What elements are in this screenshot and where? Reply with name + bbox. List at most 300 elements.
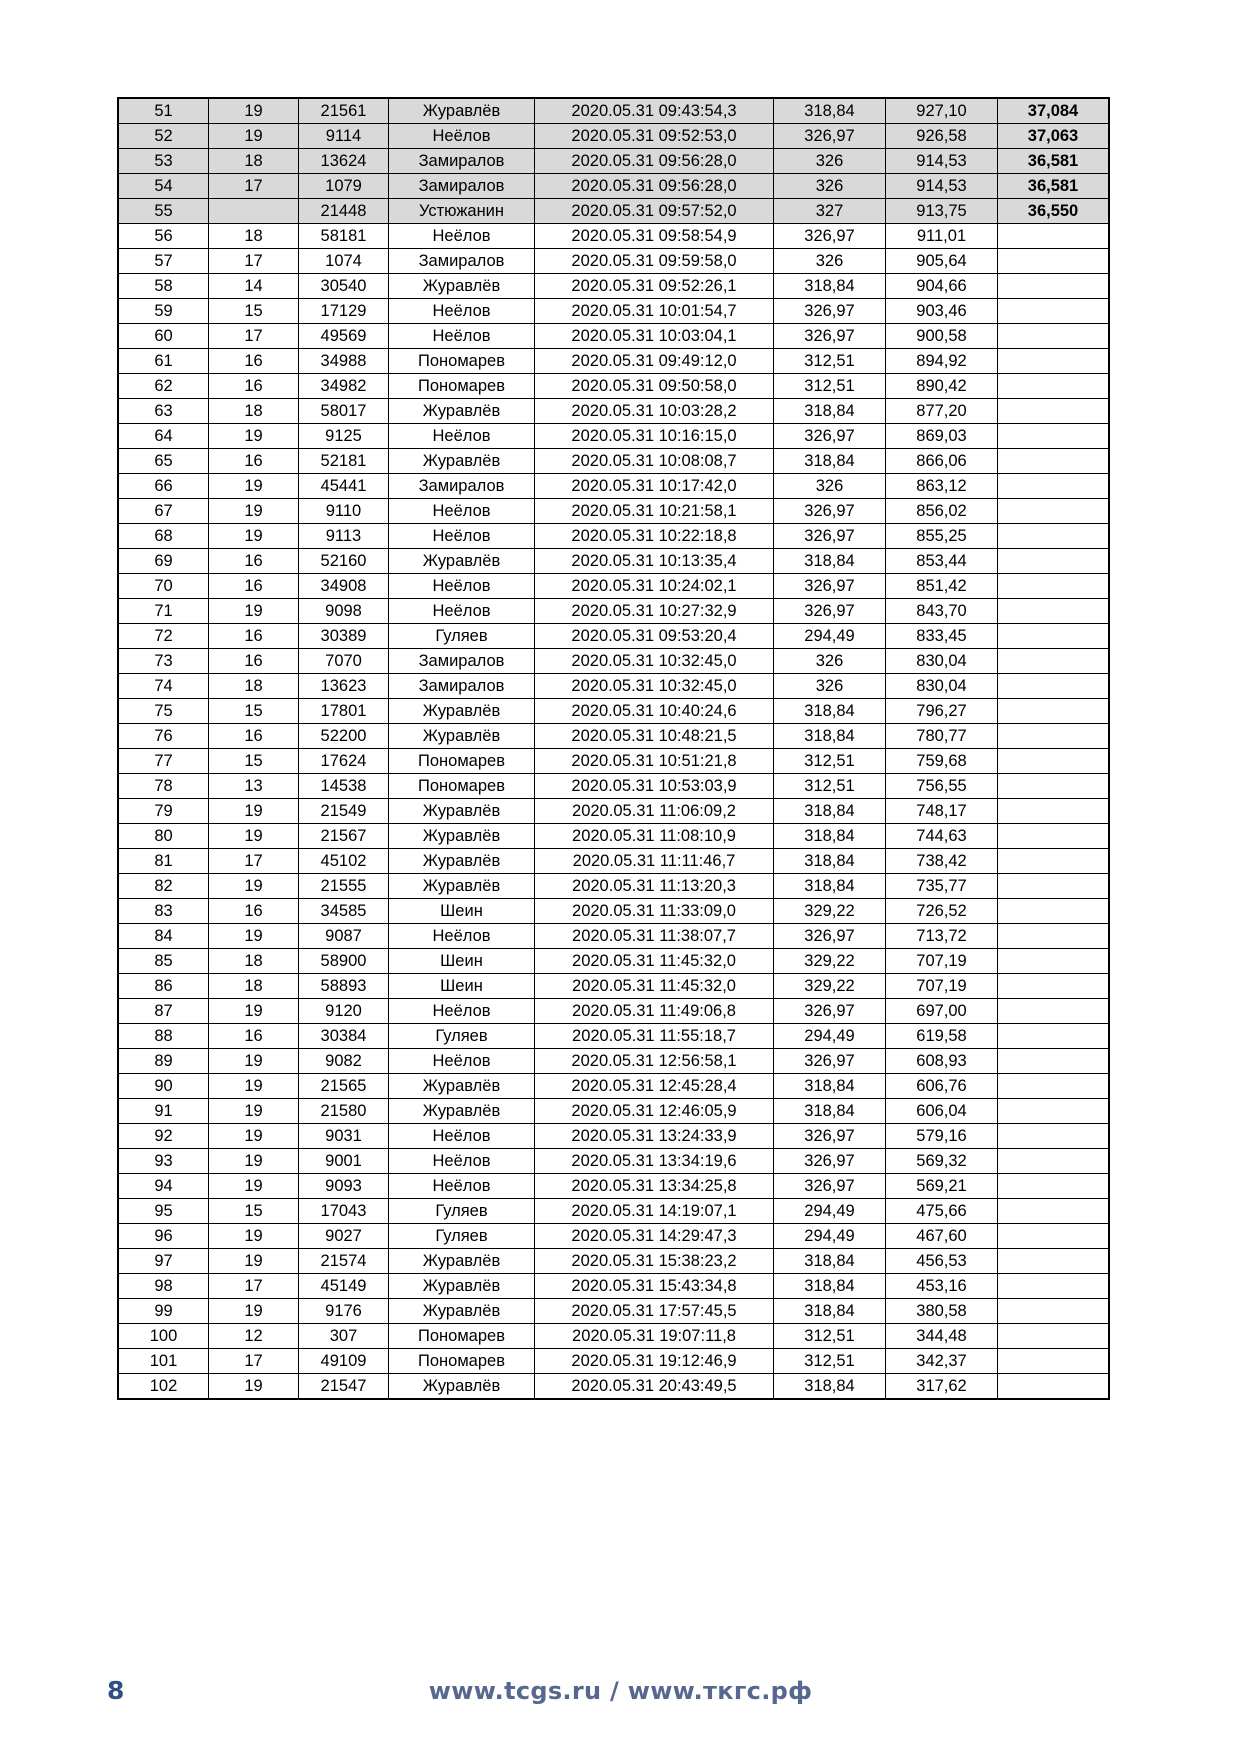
cell-coef [998, 1324, 1110, 1349]
cell-col2: 19 [209, 98, 299, 124]
table-row [118, 849, 1109, 874]
cell-fancier: Журавлёв [389, 1249, 535, 1274]
cell-speed: 756,55 [886, 774, 998, 799]
cell-fancier: Журавлёв [389, 724, 535, 749]
table-row [118, 449, 1109, 474]
cell-place: 60 [118, 324, 209, 349]
cell-distance: 294,49 [774, 1199, 886, 1224]
cell-coef [998, 1299, 1110, 1324]
cell-fancier: Пономарев [389, 349, 535, 374]
cell-distance: 312,51 [774, 374, 886, 399]
table-row [118, 98, 1109, 124]
cell-speed: 833,45 [886, 624, 998, 649]
cell-arrival: 2020.05.31 14:29:47,3 [535, 1224, 774, 1249]
cell-arrival: 2020.05.31 09:59:58,0 [535, 249, 774, 274]
cell-speed: 869,03 [886, 424, 998, 449]
cell-coef: 36,550 [998, 199, 1110, 224]
cell-ring: 7070 [299, 649, 389, 674]
cell-place: 91 [118, 1099, 209, 1124]
cell-col2: 19 [209, 1074, 299, 1099]
cell-col2: 13 [209, 774, 299, 799]
cell-place: 83 [118, 899, 209, 924]
cell-place: 84 [118, 924, 209, 949]
cell-ring: 9087 [299, 924, 389, 949]
table-row [118, 274, 1109, 299]
table-row [118, 874, 1109, 899]
cell-distance: 326,97 [774, 324, 886, 349]
table-row [118, 399, 1109, 424]
cell-arrival: 2020.05.31 12:56:58,1 [535, 1049, 774, 1074]
cell-fancier: Пономарев [389, 1324, 535, 1349]
cell-speed: 456,53 [886, 1249, 998, 1274]
cell-ring: 9098 [299, 599, 389, 624]
cell-place: 90 [118, 1074, 209, 1099]
cell-col2: 15 [209, 699, 299, 724]
cell-ring: 17624 [299, 749, 389, 774]
cell-arrival: 2020.05.31 10:22:18,8 [535, 524, 774, 549]
table-row [118, 199, 1109, 224]
cell-speed: 900,58 [886, 324, 998, 349]
cell-fancier: Журавлёв [389, 849, 535, 874]
cell-place: 86 [118, 974, 209, 999]
cell-fancier: Журавлёв [389, 1074, 535, 1099]
cell-coef [998, 724, 1110, 749]
cell-arrival: 2020.05.31 11:33:09,0 [535, 899, 774, 924]
cell-speed: 905,64 [886, 249, 998, 274]
cell-fancier: Неёлов [389, 999, 535, 1024]
cell-arrival: 2020.05.31 11:55:18,7 [535, 1024, 774, 1049]
table-row [118, 824, 1109, 849]
cell-speed: 894,92 [886, 349, 998, 374]
cell-col2: 19 [209, 1249, 299, 1274]
table-row [118, 349, 1109, 374]
cell-place: 94 [118, 1174, 209, 1199]
cell-ring: 58181 [299, 224, 389, 249]
cell-arrival: 2020.05.31 10:21:58,1 [535, 499, 774, 524]
cell-fancier: Пономарев [389, 1349, 535, 1374]
cell-fancier: Журавлёв [389, 98, 535, 124]
cell-speed: 738,42 [886, 849, 998, 874]
cell-place: 74 [118, 674, 209, 699]
table-row [118, 1049, 1109, 1074]
cell-fancier: Журавлёв [389, 874, 535, 899]
cell-place: 80 [118, 824, 209, 849]
cell-speed: 914,53 [886, 174, 998, 199]
cell-ring: 21565 [299, 1074, 389, 1099]
cell-distance: 318,84 [774, 1074, 886, 1099]
cell-distance: 326,97 [774, 124, 886, 149]
table-row [118, 149, 1109, 174]
cell-distance: 326,97 [774, 299, 886, 324]
cell-place: 59 [118, 299, 209, 324]
cell-coef [998, 949, 1110, 974]
cell-speed: 707,19 [886, 974, 998, 999]
cell-col2: 16 [209, 549, 299, 574]
cell-ring: 9125 [299, 424, 389, 449]
table-row [118, 749, 1109, 774]
cell-speed: 877,20 [886, 399, 998, 424]
cell-col2: 18 [209, 149, 299, 174]
cell-place: 77 [118, 749, 209, 774]
cell-fancier: Замиралов [389, 474, 535, 499]
cell-arrival: 2020.05.31 09:56:28,0 [535, 174, 774, 199]
cell-coef [998, 1274, 1110, 1299]
cell-col2: 19 [209, 874, 299, 899]
cell-fancier: Неёлов [389, 1174, 535, 1199]
cell-col2: 19 [209, 499, 299, 524]
cell-speed: 851,42 [886, 574, 998, 599]
cell-speed: 619,58 [886, 1024, 998, 1049]
cell-speed: 748,17 [886, 799, 998, 824]
cell-col2: 18 [209, 949, 299, 974]
cell-coef [998, 899, 1110, 924]
cell-coef [998, 399, 1110, 424]
table-row [118, 1099, 1109, 1124]
cell-place: 88 [118, 1024, 209, 1049]
cell-distance: 318,84 [774, 874, 886, 899]
cell-col2: 19 [209, 124, 299, 149]
cell-fancier: Неёлов [389, 1124, 535, 1149]
footer-website-url[interactable]: www.tcgs.ru / www.ткгс.рф [428, 1677, 813, 1705]
cell-place: 82 [118, 874, 209, 899]
cell-ring: 34585 [299, 899, 389, 924]
cell-coef [998, 524, 1110, 549]
cell-arrival: 2020.05.31 11:11:46,7 [535, 849, 774, 874]
cell-distance: 318,84 [774, 724, 886, 749]
table-row [118, 1299, 1109, 1324]
table-row [118, 224, 1109, 249]
cell-fancier: Замиралов [389, 149, 535, 174]
cell-place: 62 [118, 374, 209, 399]
cell-distance: 294,49 [774, 624, 886, 649]
cell-coef [998, 249, 1110, 274]
cell-coef [998, 449, 1110, 474]
cell-speed: 380,58 [886, 1299, 998, 1324]
table-row [118, 1374, 1109, 1400]
cell-speed: 780,77 [886, 724, 998, 749]
cell-arrival: 2020.05.31 10:03:28,2 [535, 399, 774, 424]
table-row [118, 1349, 1109, 1374]
cell-distance: 318,84 [774, 399, 886, 424]
cell-arrival: 2020.05.31 11:45:32,0 [535, 949, 774, 974]
cell-coef [998, 274, 1110, 299]
cell-col2: 19 [209, 424, 299, 449]
cell-arrival: 2020.05.31 15:43:34,8 [535, 1274, 774, 1299]
cell-distance: 326,97 [774, 924, 886, 949]
cell-distance: 326,97 [774, 1174, 886, 1199]
cell-coef [998, 1249, 1110, 1274]
cell-speed: 856,02 [886, 499, 998, 524]
cell-col2: 17 [209, 849, 299, 874]
cell-speed: 453,16 [886, 1274, 998, 1299]
cell-ring: 34988 [299, 349, 389, 374]
cell-place: 51 [118, 98, 209, 124]
cell-col2: 19 [209, 1124, 299, 1149]
cell-distance: 318,84 [774, 824, 886, 849]
results-table [117, 97, 1110, 1400]
cell-fancier: Неёлов [389, 524, 535, 549]
cell-place: 67 [118, 499, 209, 524]
cell-speed: 913,75 [886, 199, 998, 224]
cell-col2: 14 [209, 274, 299, 299]
cell-distance: 326 [774, 474, 886, 499]
cell-place: 81 [118, 849, 209, 874]
cell-speed: 890,42 [886, 374, 998, 399]
cell-speed: 759,68 [886, 749, 998, 774]
cell-distance: 326 [774, 149, 886, 174]
cell-ring: 17129 [299, 299, 389, 324]
cell-ring: 1074 [299, 249, 389, 274]
cell-arrival: 2020.05.31 10:03:04,1 [535, 324, 774, 349]
cell-ring: 21567 [299, 824, 389, 849]
cell-arrival: 2020.05.31 10:17:42,0 [535, 474, 774, 499]
cell-ring: 9082 [299, 1049, 389, 1074]
cell-distance: 329,22 [774, 974, 886, 999]
cell-arrival: 2020.05.31 13:34:19,6 [535, 1149, 774, 1174]
cell-col2: 19 [209, 599, 299, 624]
table-row [118, 624, 1109, 649]
cell-distance: 329,22 [774, 899, 886, 924]
cell-coef: 36,581 [998, 149, 1110, 174]
cell-distance: 326,97 [774, 224, 886, 249]
cell-coef [998, 924, 1110, 949]
cell-fancier: Гуляев [389, 1199, 535, 1224]
cell-col2: 15 [209, 749, 299, 774]
cell-col2: 19 [209, 524, 299, 549]
cell-arrival: 2020.05.31 12:46:05,9 [535, 1099, 774, 1124]
table-row [118, 524, 1109, 549]
cell-coef [998, 1374, 1110, 1400]
cell-arrival: 2020.05.31 10:32:45,0 [535, 674, 774, 699]
cell-ring: 9113 [299, 524, 389, 549]
cell-fancier: Неёлов [389, 424, 535, 449]
cell-fancier: Журавлёв [389, 799, 535, 824]
cell-fancier: Неёлов [389, 599, 535, 624]
cell-distance: 318,84 [774, 449, 886, 474]
cell-place: 100 [118, 1324, 209, 1349]
cell-fancier: Замиралов [389, 174, 535, 199]
cell-arrival: 2020.05.31 10:51:21,8 [535, 749, 774, 774]
cell-place: 53 [118, 149, 209, 174]
cell-place: 63 [118, 399, 209, 424]
cell-coef [998, 499, 1110, 524]
cell-ring: 21574 [299, 1249, 389, 1274]
cell-coef [998, 374, 1110, 399]
cell-speed: 830,04 [886, 674, 998, 699]
cell-fancier: Неёлов [389, 1049, 535, 1074]
cell-arrival: 2020.05.31 10:08:08,7 [535, 449, 774, 474]
table-row [118, 499, 1109, 524]
table-row [118, 949, 1109, 974]
cell-arrival: 2020.05.31 19:07:11,8 [535, 1324, 774, 1349]
cell-coef [998, 749, 1110, 774]
table-row [118, 549, 1109, 574]
cell-col2: 17 [209, 1274, 299, 1299]
cell-distance: 326 [774, 174, 886, 199]
cell-coef [998, 324, 1110, 349]
cell-coef [998, 474, 1110, 499]
cell-coef [998, 1099, 1110, 1124]
cell-speed: 317,62 [886, 1374, 998, 1400]
table-row [118, 974, 1109, 999]
cell-coef: 37,063 [998, 124, 1110, 149]
cell-col2: 16 [209, 649, 299, 674]
cell-coef [998, 849, 1110, 874]
cell-ring: 17043 [299, 1199, 389, 1224]
cell-distance: 326 [774, 249, 886, 274]
cell-place: 87 [118, 999, 209, 1024]
cell-place: 54 [118, 174, 209, 199]
cell-ring: 9027 [299, 1224, 389, 1249]
cell-ring: 9176 [299, 1299, 389, 1324]
cell-distance: 312,51 [774, 1324, 886, 1349]
cell-arrival: 2020.05.31 09:49:12,0 [535, 349, 774, 374]
cell-speed: 707,19 [886, 949, 998, 974]
table-row [118, 374, 1109, 399]
cell-distance: 312,51 [774, 1349, 886, 1374]
cell-distance: 318,84 [774, 799, 886, 824]
cell-ring: 9110 [299, 499, 389, 524]
cell-coef: 37,084 [998, 98, 1110, 124]
cell-arrival: 2020.05.31 13:34:25,8 [535, 1174, 774, 1199]
table-row [118, 1224, 1109, 1249]
cell-col2: 19 [209, 1174, 299, 1199]
cell-ring: 52160 [299, 549, 389, 574]
cell-arrival: 2020.05.31 09:56:28,0 [535, 149, 774, 174]
table-row [118, 1199, 1109, 1224]
cell-speed: 926,58 [886, 124, 998, 149]
cell-place: 61 [118, 349, 209, 374]
cell-place: 68 [118, 524, 209, 549]
cell-speed: 863,12 [886, 474, 998, 499]
cell-place: 71 [118, 599, 209, 624]
cell-ring: 9114 [299, 124, 389, 149]
cell-place: 97 [118, 1249, 209, 1274]
table-row [118, 474, 1109, 499]
table-row [118, 899, 1109, 924]
cell-speed: 796,27 [886, 699, 998, 724]
cell-distance: 312,51 [774, 349, 886, 374]
cell-ring: 45149 [299, 1274, 389, 1299]
cell-place: 101 [118, 1349, 209, 1374]
cell-col2: 17 [209, 1349, 299, 1374]
table-row [118, 249, 1109, 274]
cell-distance: 318,84 [774, 98, 886, 124]
cell-distance: 318,84 [774, 1249, 886, 1274]
cell-coef [998, 1049, 1110, 1074]
cell-fancier: Устюжанин [389, 199, 535, 224]
cell-ring: 21549 [299, 799, 389, 824]
cell-col2: 16 [209, 624, 299, 649]
cell-fancier: Журавлёв [389, 1299, 535, 1324]
cell-ring: 21561 [299, 98, 389, 124]
table-row [118, 1149, 1109, 1174]
cell-fancier: Пономарев [389, 774, 535, 799]
cell-col2: 19 [209, 999, 299, 1024]
cell-arrival: 2020.05.31 10:27:32,9 [535, 599, 774, 624]
cell-distance: 326,97 [774, 574, 886, 599]
table-row [118, 699, 1109, 724]
cell-speed: 744,63 [886, 824, 998, 849]
table-row [118, 424, 1109, 449]
cell-speed: 606,04 [886, 1099, 998, 1124]
cell-speed: 911,01 [886, 224, 998, 249]
cell-place: 65 [118, 449, 209, 474]
cell-place: 75 [118, 699, 209, 724]
cell-arrival: 2020.05.31 10:24:02,1 [535, 574, 774, 599]
cell-col2: 19 [209, 1299, 299, 1324]
cell-arrival: 2020.05.31 10:13:35,4 [535, 549, 774, 574]
table-row [118, 724, 1109, 749]
cell-fancier: Неёлов [389, 124, 535, 149]
cell-ring: 52181 [299, 449, 389, 474]
cell-arrival: 2020.05.31 14:19:07,1 [535, 1199, 774, 1224]
cell-fancier: Неёлов [389, 299, 535, 324]
cell-speed: 608,93 [886, 1049, 998, 1074]
cell-distance: 326 [774, 674, 886, 699]
cell-place: 102 [118, 1374, 209, 1400]
cell-speed: 866,06 [886, 449, 998, 474]
cell-ring: 9120 [299, 999, 389, 1024]
cell-ring: 45102 [299, 849, 389, 874]
table-row [118, 649, 1109, 674]
cell-fancier: Неёлов [389, 1149, 535, 1174]
cell-place: 92 [118, 1124, 209, 1149]
cell-arrival: 2020.05.31 11:06:09,2 [535, 799, 774, 824]
cell-col2: 15 [209, 1199, 299, 1224]
cell-place: 70 [118, 574, 209, 599]
cell-fancier: Гуляев [389, 1024, 535, 1049]
cell-col2: 18 [209, 224, 299, 249]
cell-speed: 903,46 [886, 299, 998, 324]
cell-col2: 18 [209, 974, 299, 999]
cell-speed: 853,44 [886, 549, 998, 574]
cell-place: 57 [118, 249, 209, 274]
cell-distance: 326,97 [774, 599, 886, 624]
cell-speed: 927,10 [886, 98, 998, 124]
cell-fancier: Журавлёв [389, 399, 535, 424]
cell-arrival: 2020.05.31 10:16:15,0 [535, 424, 774, 449]
cell-arrival: 2020.05.31 09:53:20,4 [535, 624, 774, 649]
cell-distance: 318,84 [774, 1374, 886, 1400]
cell-distance: 318,84 [774, 1299, 886, 1324]
cell-ring: 49569 [299, 324, 389, 349]
cell-ring: 58900 [299, 949, 389, 974]
cell-fancier: Журавлёв [389, 449, 535, 474]
cell-col2: 19 [209, 1374, 299, 1400]
table-row [118, 1074, 1109, 1099]
cell-coef [998, 1349, 1110, 1374]
cell-fancier: Журавлёв [389, 824, 535, 849]
table-row [118, 1124, 1109, 1149]
cell-col2: 16 [209, 574, 299, 599]
cell-place: 69 [118, 549, 209, 574]
table-row [118, 1174, 1109, 1199]
cell-fancier: Неёлов [389, 499, 535, 524]
cell-coef [998, 349, 1110, 374]
cell-ring: 30389 [299, 624, 389, 649]
cell-place: 58 [118, 274, 209, 299]
cell-arrival: 2020.05.31 10:53:03,9 [535, 774, 774, 799]
cell-speed: 830,04 [886, 649, 998, 674]
cell-place: 95 [118, 1199, 209, 1224]
cell-fancier: Пономарев [389, 374, 535, 399]
cell-col2: 16 [209, 374, 299, 399]
cell-place: 79 [118, 799, 209, 824]
cell-ring: 9001 [299, 1149, 389, 1174]
cell-speed: 569,32 [886, 1149, 998, 1174]
cell-distance: 326,97 [774, 499, 886, 524]
